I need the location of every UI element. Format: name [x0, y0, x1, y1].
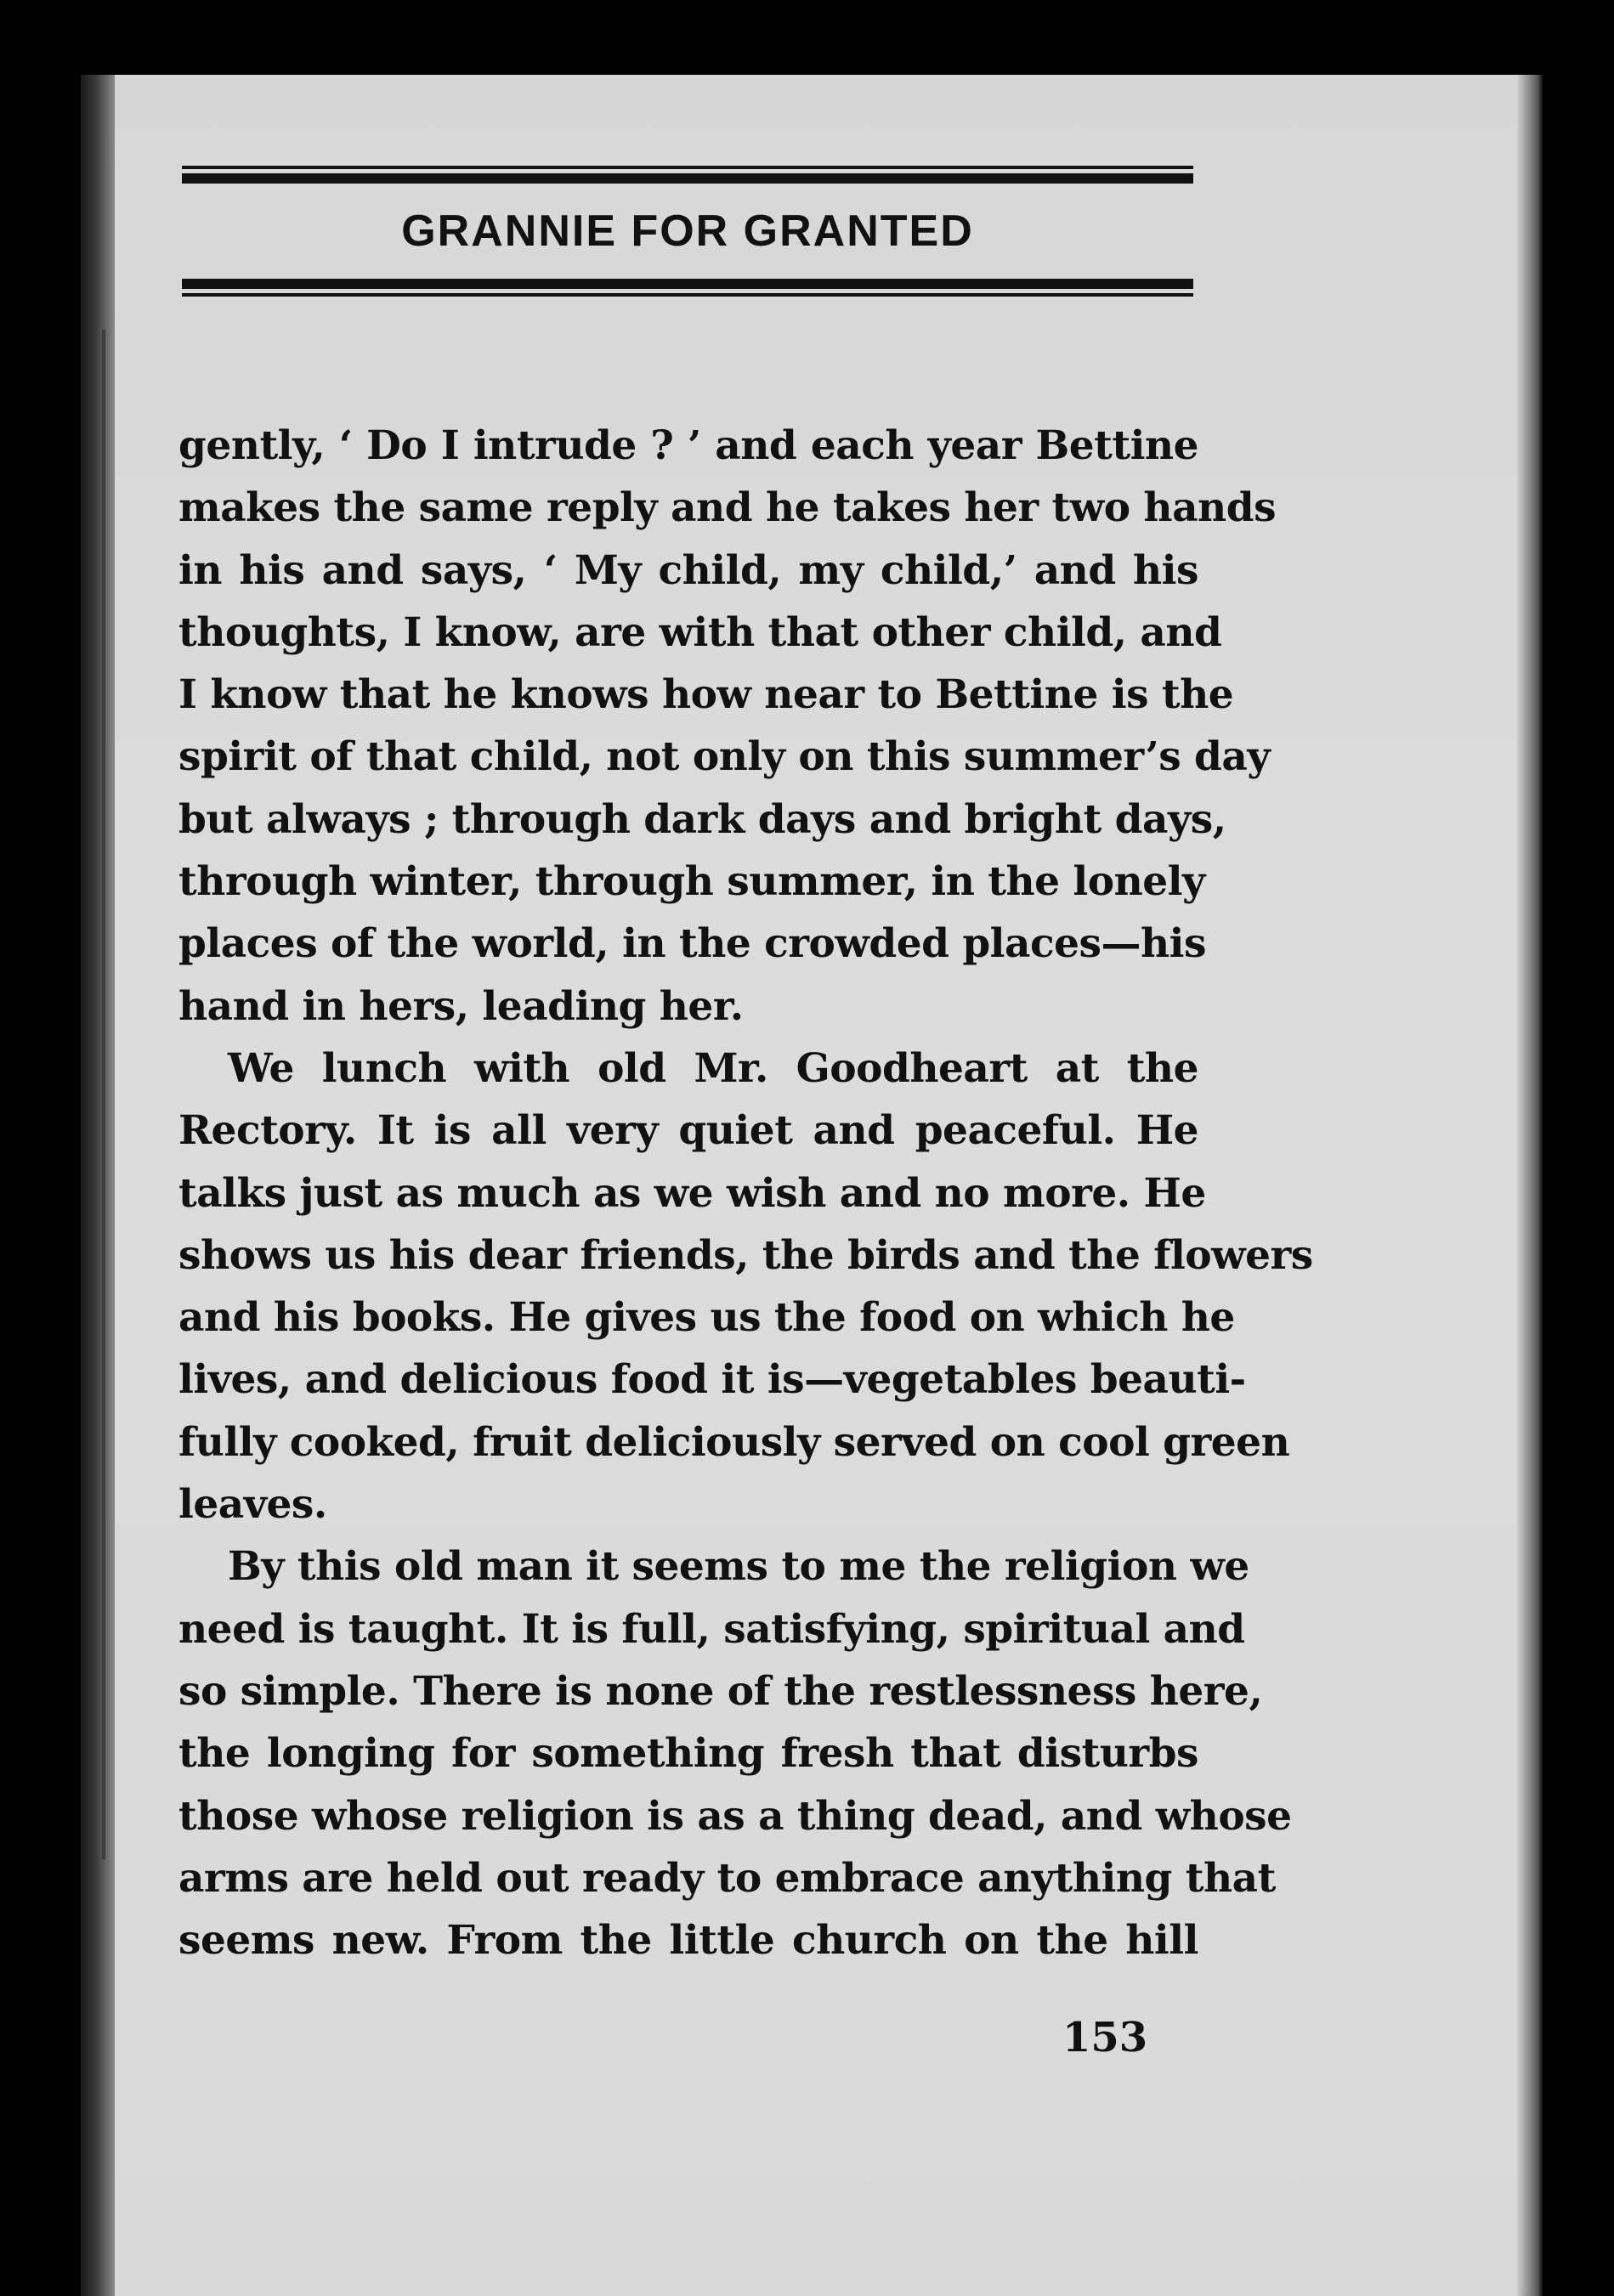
- header-rule-bottom-thin: [182, 293, 1193, 297]
- text-line: We lunch with old Mr. Goodheart at the: [228, 1044, 1198, 1092]
- text-line: those whose religion is as a thing dead, and whose: [178, 1792, 1292, 1840]
- book-gutter: [81, 75, 115, 2296]
- text-line: shows us his dear friends, the birds and the flowers: [178, 1231, 1313, 1279]
- text-line: places of the world, in the crowded places—his: [178, 920, 1206, 968]
- text-line: Rectory. It is all very quiet and peaceful. He: [178, 1107, 1198, 1155]
- text-line: but always ; through dark days and bright days,: [178, 795, 1226, 843]
- text-line: in his and says, ‘ My child, my child,’ and his: [178, 546, 1198, 594]
- page-edge: [1517, 75, 1543, 2296]
- page-header: [182, 166, 1193, 297]
- text-line: talks just as much as we wish and no more. He: [178, 1169, 1206, 1217]
- text-line: the longing for something fresh that disturbs: [178, 1730, 1198, 1778]
- text-line: makes the same reply and he takes her two hands: [178, 484, 1277, 532]
- text-line: thoughts, I know, are with that other child, and: [178, 608, 1222, 656]
- text-line: through winter, through summer, in the lonely: [178, 858, 1205, 906]
- body-text: [178, 415, 1313, 1971]
- text-line: gently, ‘ Do I intrude ? ’ and each year Bettine: [178, 422, 1198, 469]
- text-line: spirit of that child, not only on this summer’s day: [178, 733, 1271, 781]
- header-rule-bottom-thick: [182, 279, 1193, 289]
- text-line: By this old man it seems to me the religion we: [228, 1543, 1249, 1591]
- gutter-shadow-line: [102, 330, 105, 1859]
- header-rule-top-thick: [182, 173, 1193, 184]
- text-line: need is taught. It is full, satisfying, spiritual and: [178, 1605, 1245, 1653]
- text-line: and his books. He gives us the food on which he: [178, 1294, 1235, 1342]
- text-line: arms are held out ready to embrace anything that: [178, 1854, 1276, 1902]
- text-line: seems new. From the little church on the hill: [178, 1917, 1198, 1965]
- text-line: fully cooked, fruit deliciously served on cool green: [178, 1418, 1290, 1466]
- text-line: hand in hers, leading her.: [178, 982, 744, 1030]
- text-line: so simple. There is none of the restlessness here,: [178, 1667, 1263, 1715]
- text-line: I know that he knows how near to Bettine is the: [178, 671, 1234, 719]
- page-number: 153: [1062, 2014, 1148, 2061]
- text-line: lives, and delicious food it is—vegetables beauti-: [178, 1356, 1246, 1404]
- text-line: leaves.: [178, 1481, 327, 1529]
- running-head: GRANNIE FOR GRANTED: [401, 206, 974, 256]
